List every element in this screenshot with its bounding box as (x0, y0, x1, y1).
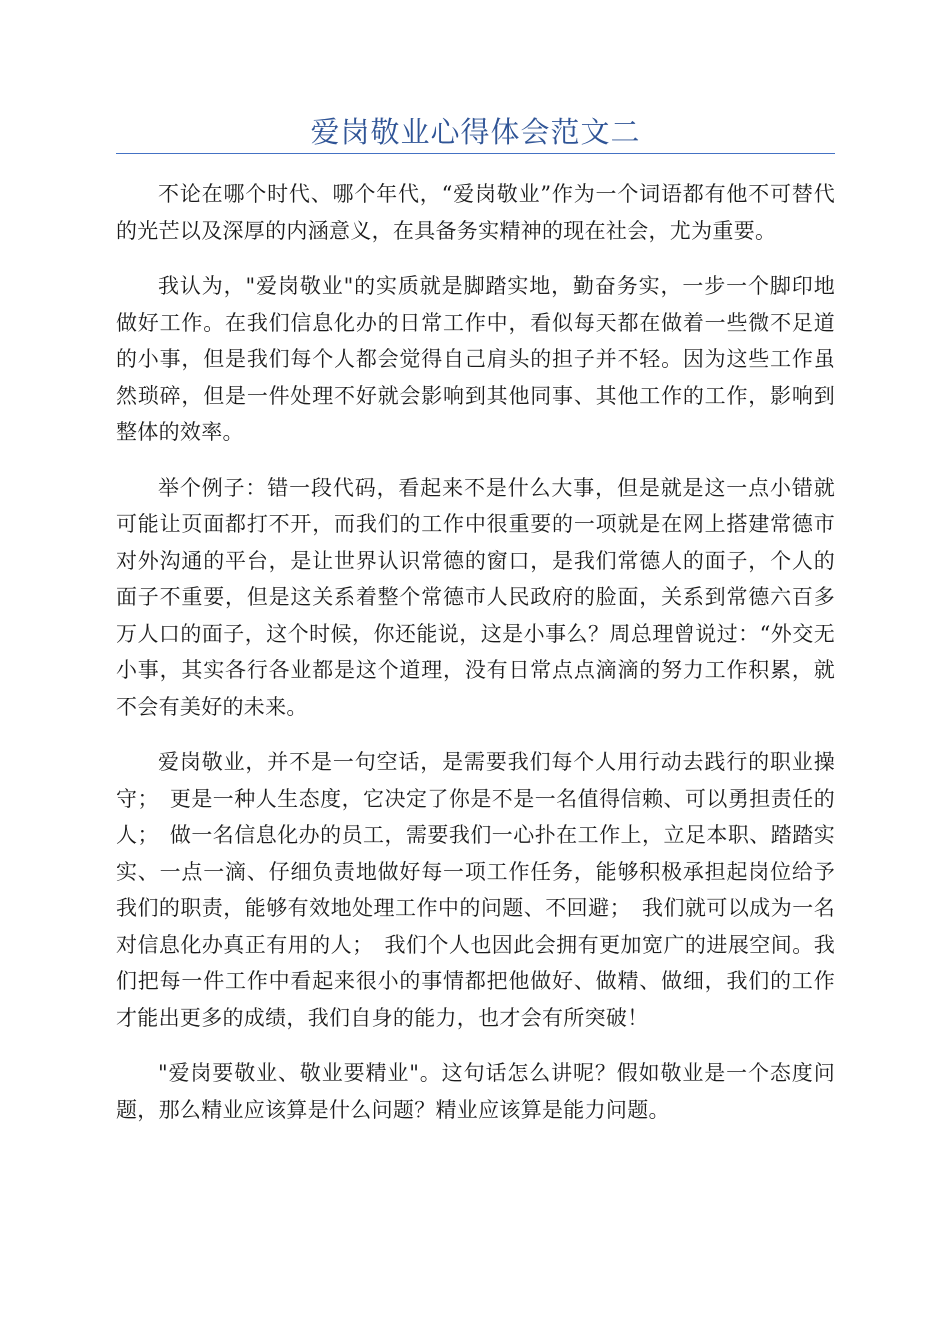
paragraph-1: 不论在哪个时代、哪个年代，“爱岗敬业”作为一个词语都有他不可替代的光芒以及深厚的内涵意义，在具备务实精神的现在社会，尤为重要。 (116, 182, 835, 243)
paragraph-3: 举个例子：错一段代码，看起来不是什么大事，但是就是这一点小错就可能让页面都打不开，而我们的工作中很重要的一项就是在网上搭建常德市对外沟通的平台，是让世界认识常德的窗口，是我们常德人的面子，个人的面子不重要，但是这关系着整个常德市人民政府的脸面，关系到常德六百多万人口的面子，这个时候，你还能说，这是小事么？周总理曾说过：“外交无小事，其实各行各业都是这个道理，没有日常点点滴滴的努力工作积累，就不会有美好的未来。 (116, 475, 835, 719)
paragraph-2: 我认为，"爱岗敬业"的实质就是脚踏实地，勤奋务实，一步一个脚印地做好工作。在我们信息化办的日常工作中，看似每天都在做着一些微不足道的小事，但是我们每个人都会觉得自己肩头的担子并不轻。因为这些工作虽然琐碎，但是一件处理不好就会影响到其他同事、其他工作的工作，影响到整体的效率。 (116, 274, 835, 444)
document-title: 爱岗敬业心得体会范文二 (310, 115, 641, 149)
title-underline (116, 153, 835, 154)
paragraph-5: "爱岗要敬业、敬业要精业"。这句话怎么讲呢？假如敬业是一个态度问题，那么精业应该算是什么问题？精业应该算是能力问题。 (116, 1061, 835, 1122)
document-body (116, 176, 835, 1147)
paragraph-4: 爱岗敬业，并不是一句空话，是需要我们每个人用行动去践行的职业操守； 更是一种人生态度，它决定了你是不是一名值得信赖、可以勇担责任的人； 做一名信息化办的员工，需要我们一心扑在工作上，立足本职、踏踏实实、一点一滴、仔细负责地做好每一项工作任务，能够积极承担起岗位给予我们的职责，能够有效地处理工作中的问题、不回避； 我们就可以成为一名对信息化办真正有用的人； 我们个人也因此会拥有更加宽广的进展空间。我们把每一件工作中看起来很小的事情都把他做好、做精、做细，我们的工作才能出更多的成绩，我们自身的能力，也才会有所突破！ (116, 750, 835, 1030)
